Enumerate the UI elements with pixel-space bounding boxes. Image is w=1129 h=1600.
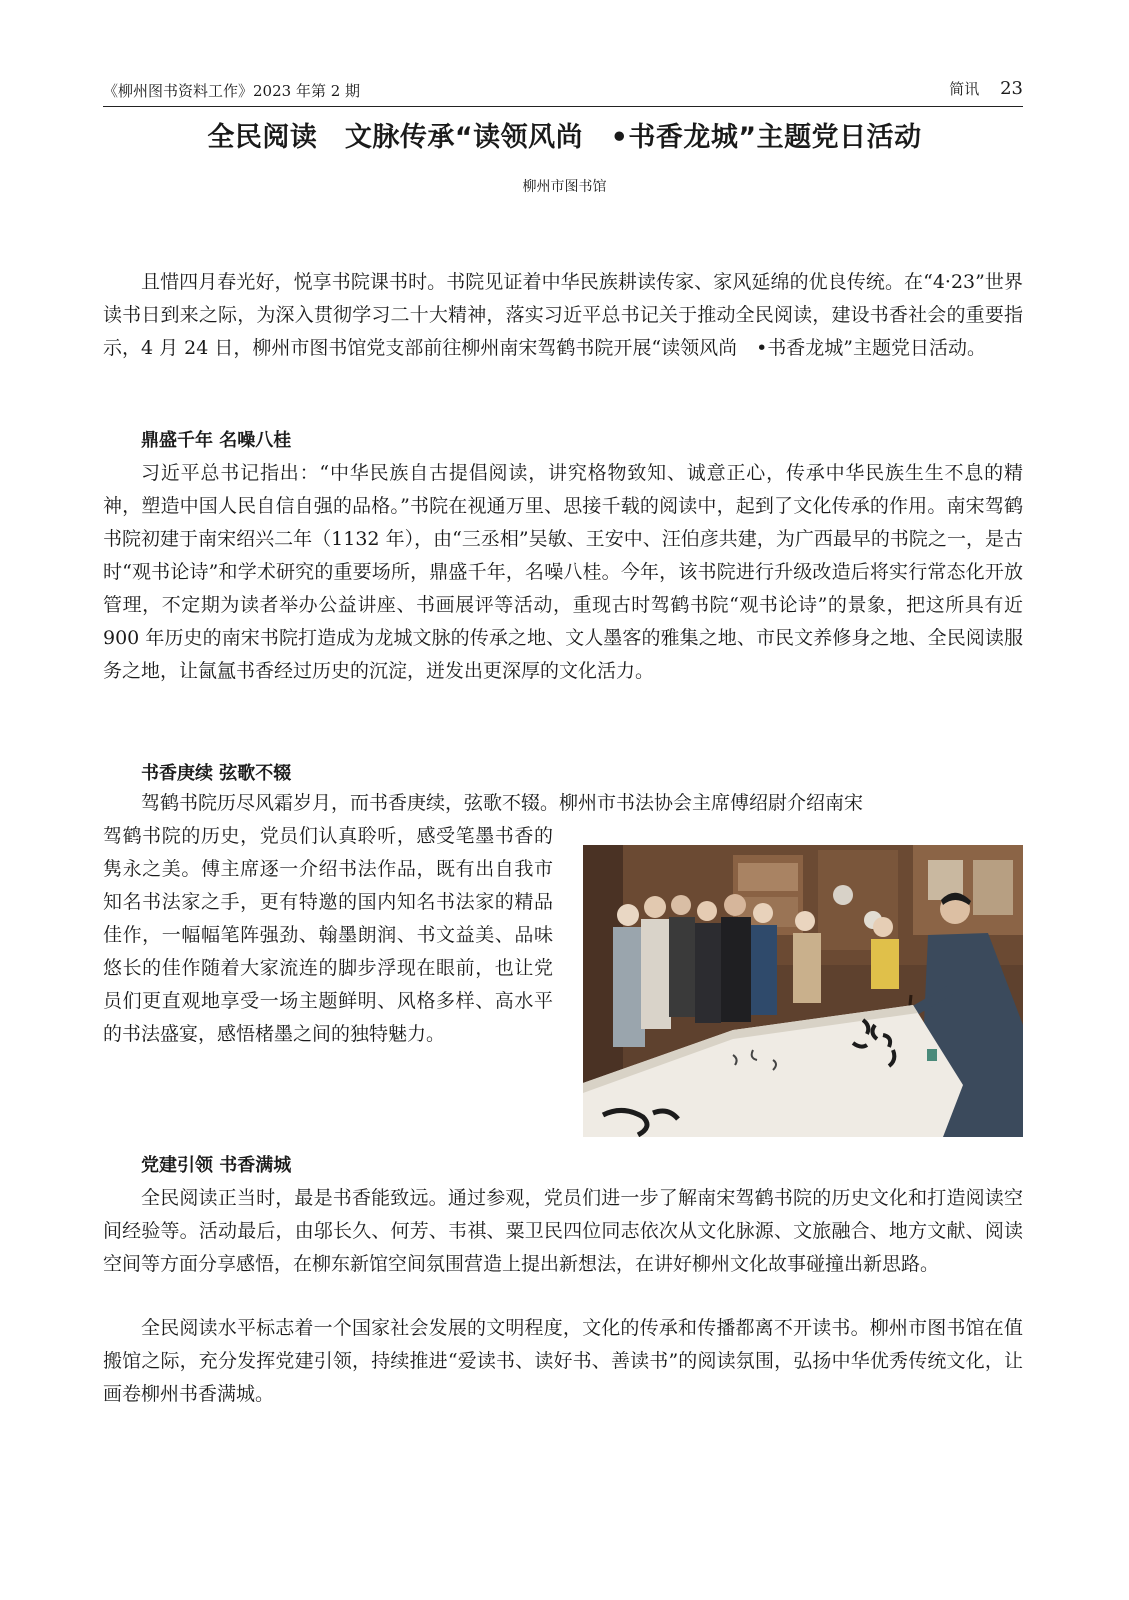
page-number: 23: [1000, 78, 1023, 99]
article-author-org: 柳州市图书馆: [522, 179, 607, 195]
section-2-first-line: 驾鹤书院历尽风霜岁月，而书香庚续，弦歌不辍。柳州市书法协会主席傅绍尉介绍南宋: [141, 792, 864, 814]
calligraphy-event-photo: [583, 845, 1023, 1137]
section-1-paragraph: 习近平总书记指出：“中华民族自古提倡阅读，讲究格物致知、诚意正心，传承中华民族生生不息的精神，塑造中国人民自信自强的品格。”书院在视通万里、思接千载的阅读中，起到了文化传承的作用。南宋驾鹤书院初建于南宋绍兴二年（1132 年），由“三丞相”吴敏、王安中、汪伯彦共建，为广西最早的书院之一，是古时“观书论诗”和学术研究的重要场所，鼎盛千年，名噪八桂。今年，该书院进行升级改造后将实行常态化开放管理，不定期为读者举办公益讲座、书画展评等活动，重现古时驾鹤书院“观书论诗”的景象，把这所具有近 900 年历史的南宋书院打造成为龙城文脉的传承之地、文人墨客的雅集之地、市民文养修身之地、全民阅读服务之地，让氤氲书香经过历史的沉淀，迸发出更深厚的文化活力。: [103, 462, 1023, 682]
section-heading-1: 鼎盛千年 名噪八桂: [141, 430, 292, 451]
section-heading-3: 党建引领 书香满城: [141, 1155, 292, 1176]
header-right: [949, 78, 1023, 100]
running-header: [103, 78, 1023, 107]
article-title: 全民阅读 文脉传承“读领风尚 •书香龙城”主题党日活动: [207, 122, 922, 153]
journal-name: 《柳州图书资料工作》2023 年第 2 期: [103, 82, 361, 100]
section-2-wrapped-text: 驾鹤书院的历史，党员们认真聆听，感受笔墨书香的隽永之美。傅主席逐一介绍书法作品，既有出自我市知名书法家之手，更有特邀的国内知名书法家的精品佳作，一幅幅笔阵强劲、翰墨朗润、书文益美、品味悠长的佳作随着大家流连的脚步浮现在眼前，也让党员们更直观地享受一场主题鲜明、风格多样、高水平的书法盛宴，感悟楮墨之间的独特魅力。: [103, 825, 553, 1045]
section-label: 简讯: [949, 80, 980, 98]
section-3-paragraph-1: 全民阅读正当时，最是书香能致远。通过参观，党员们进一步了解南宋驾鹤书院的历史文化和打造阅读空间经验等。活动最后，由邬长久、何芳、韦祺、粟卫民四位同志依次从文化脉源、文旅融合、地方文献、阅读空间等方面分享感悟，在柳东新馆空间氛围营造上提出新想法，在讲好柳州文化故事碰撞出新思路。: [103, 1187, 1023, 1275]
section-heading-2: 书香庚续 弦歌不辍: [141, 763, 292, 784]
section-3-paragraph-2: 全民阅读水平标志着一个国家社会发展的文明程度，文化的传承和传播都离不开读书。柳州市图书馆在值搬馆之际，充分发挥党建引领，持续推进“爱读书、读好书、善读书”的阅读氛围，弘扬中华优秀传统文化，让画卷柳州书香满城。: [103, 1317, 1023, 1405]
photo-illustration: [583, 845, 1023, 1137]
intro-paragraph: 且惜四月春光好，悦享书院课书时。书院见证着中华民族耕读传家、家风延绵的优良传统。在“4·23”世界读书日到来之际，为深入贯彻学习二十大精神，落实习近平总书记关于推动全民阅读，建设书香社会的重要指示，4 月 24 日，柳州市图书馆党支部前往柳州南宋驾鹤书院开展“读领风尚 •书香龙城”主题党日活动。: [103, 271, 1023, 359]
